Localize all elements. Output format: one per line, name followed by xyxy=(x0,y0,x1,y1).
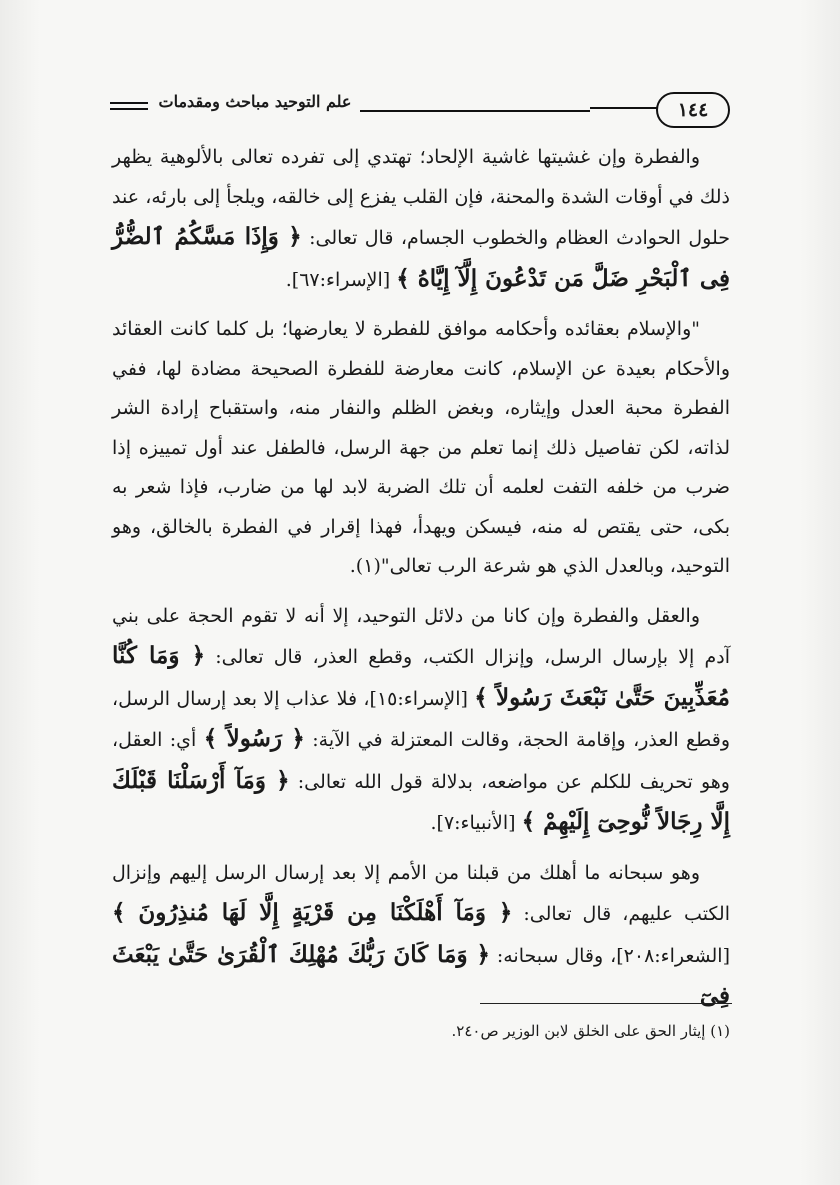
text-run: أي: العقل، وهو تحريف للكلم عن مواضعه، بدلالة قول الله تعالى: xyxy=(112,729,730,793)
footnote-separator xyxy=(480,1003,732,1004)
running-title: علم التوحيد مباحث ومقدمات xyxy=(158,92,352,111)
quran-verse: ﴿ وَمَا كَانَ رَبُّكَ مُهْلِكَ ٱلْقُرَىٰ حَتَّىٰ يَبْعَثَ فِىٓ xyxy=(112,940,730,1009)
paragraph xyxy=(112,138,730,300)
header-ornament-line xyxy=(110,102,148,104)
text-run: [الإسراء:١٥]، فلا عذاب إلا بعد إرسال الرسل، وقطع العذر، وإقامة الحجة، وقالت المعتزلة في الآية: xyxy=(112,687,730,751)
paragraph xyxy=(112,310,730,587)
quran-verse: ﴿ وَمَآ أَرْسَلْنَا قَبْلَكَ إِلَّا رِجَالاً نُّوحِىٓ إِلَيْهِمْ ﴾ xyxy=(112,766,730,835)
text-run: [الشعراء:٢٠٨]، وقال سبحانه: xyxy=(489,944,730,967)
text-run: وهو سبحانه ما أهلك من قبلنا من الأمم إلا بعد إرسال الرسل إليهم وإنزال الكتب عليهم، قال تعالى: xyxy=(112,861,730,925)
text-run: [الإسراء:٦٧]. xyxy=(285,268,397,291)
text-run: والفطرة وإن غشيتها غاشية الإلحاد؛ تهتدي إلى تفرده تعالى بالألوهية يظهر ذلك في أوقات الشدة والمحنة، فإن القلب يفزع إلى خالقه، ويلجأ إلى بارئه، عند حلول الحوادث العظام والخطوب الجسام، قال تعالى: xyxy=(112,146,730,249)
main-text xyxy=(112,138,730,1028)
footnote: (١) إيثار الحق على الخلق لابن الوزير ص٢٤٠. xyxy=(451,1022,730,1040)
header-divider xyxy=(590,107,658,109)
paragraph xyxy=(112,854,730,1018)
quran-verse: ﴿ وَإِذَا مَسَّكُمُ ٱلضُّرُّ فِى ٱلْبَحْرِ ضَلَّ مَن تَدْعُونَ إِلَّآ إِيَّاهُ ﴾ xyxy=(112,223,730,292)
quran-verse: ﴿ وَمَآ أَهْلَكْنَا مِن قَرْيَةٍ إِلَّا لَهَا مُنذِرُونَ ﴾ xyxy=(112,899,513,926)
page-header xyxy=(110,88,730,132)
header-ornament-line xyxy=(110,108,148,110)
text-run: والعقل والفطرة وإن كانا من دلائل التوحيد، إلا أنه لا تقوم الحجة على بني آدم إلا بإرسال الرسل، وإنزال الكتب، وقطع العذر، قال تعالى: xyxy=(112,604,730,668)
text-run: [الأنبياء:٧]. xyxy=(430,812,522,834)
page-number: ١٤٤ xyxy=(656,92,730,128)
paragraph xyxy=(112,597,730,844)
quran-verse: ﴿ رَسُولاً ﴾ xyxy=(203,725,305,752)
text-run: "والإسلام بعقائده وأحكامه موافق للفطرة لا يعارضها؛ بل كلما كانت العقائد والأحكام بعيدة عن الإسلام، كانت معارضة للفطرة الصحيحة مضادة لها، ففي الفطرة محبة العدل وإيثاره، وبغض الظلم والنفار منه، واستقباح إرادة الشر لذاته، لكن تفاصيل ذلك إنما تعلم من جهة الرسل، فالطفل عند أول تمييزه إذا ضرب من خلفه التفت لعلمه أن تلك الضربة لابد لها من ضارب، فإذا شعر به بكى، حتى يقتص له منه، فيسكن ويهدأ، فهذا إقرار في الفطرة بالخالق، وهو التوحيد، وبالعدل الذي هو شرعة الرب تعالى"(١). xyxy=(112,318,730,577)
quran-verse: ﴿ وَمَا كُنَّا مُعَذِّبِينَ حَتَّىٰ نَبْعَثَ رَسُولاً ﴾ xyxy=(112,642,730,711)
header-rule xyxy=(360,110,590,112)
